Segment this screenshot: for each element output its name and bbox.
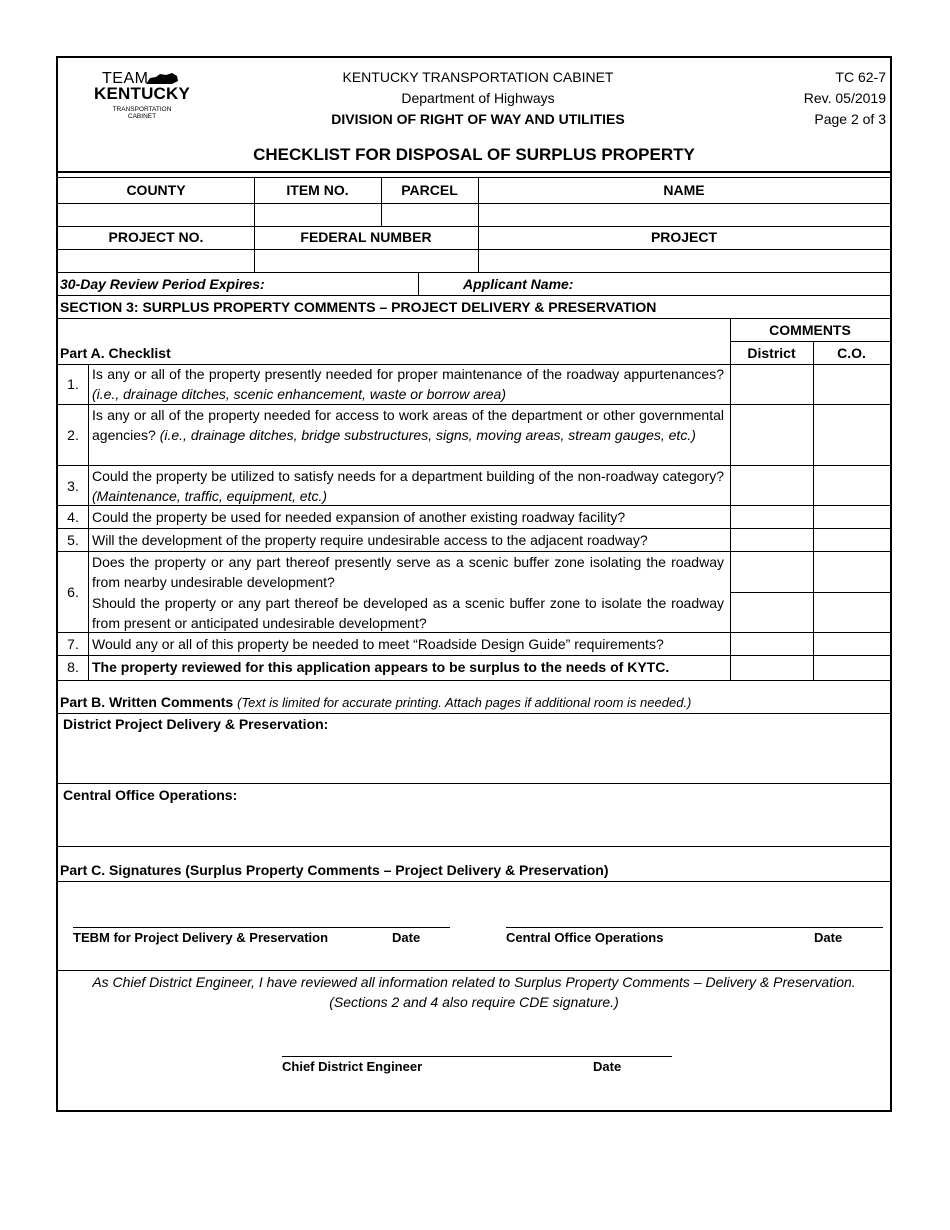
item-6a-co-comment[interactable] <box>814 552 890 592</box>
county-label: COUNTY <box>126 182 186 198</box>
item-7-district-comment[interactable] <box>731 633 813 655</box>
district-comments-field[interactable] <box>58 736 890 783</box>
item-5-district-comment[interactable] <box>731 529 813 551</box>
co-header: C.O. <box>837 345 866 361</box>
central-office-date-label: Date <box>814 930 843 945</box>
federal-number-field[interactable] <box>255 250 478 272</box>
review-expires-field[interactable] <box>274 273 417 295</box>
part-c-title: Part C. Signatures (Surplus Property Comments – Project Delivery & Preservation) <box>60 862 609 878</box>
item-5-text: Will the development of the property require undesirable access to the adjacent roadway? <box>92 532 648 548</box>
form-page <box>56 56 892 1112</box>
federal-number-label: FEDERAL NUMBER <box>300 229 432 245</box>
central-office-signature-label: Central Office Operations <box>506 930 664 945</box>
cde-statement: As Chief District Engineer, I have reviewed all information related to Surplus Property Comments – Delivery & Preservation. <box>92 974 856 990</box>
form-number: TC 62-7 <box>835 69 886 85</box>
tebm-date-label: Date <box>392 930 421 945</box>
review-expires-label: 30-Day Review Period Expires: <box>60 276 265 292</box>
item-1-district-comment[interactable] <box>731 365 813 404</box>
project-no-label: PROJECT NO. <box>108 229 204 245</box>
item-4-district-comment[interactable] <box>731 506 813 528</box>
item-8-text: The property reviewed for this application appears to be surplus to the needs of KYTC. <box>92 659 670 675</box>
part-a-title: Part A. Checklist <box>60 345 171 361</box>
department-name: Department of Highways <box>401 90 555 106</box>
name-field[interactable] <box>479 204 890 226</box>
item-3-text: Could the property be utilized to satisfy needs for a department building of the non-roadway category? (Maintenance, traffic, equipment, etc.) <box>92 468 724 504</box>
cde-date-label: Date <box>593 1059 622 1074</box>
division-name: DIVISION OF RIGHT OF WAY AND UTILITIES <box>331 111 625 127</box>
item-7-text: Would any or all of this property be needed to meet “Roadside Design Guide” requirements? <box>92 636 664 652</box>
item-8-co-comment[interactable] <box>814 656 890 680</box>
revision-date: Rev. 05/2019 <box>803 90 886 106</box>
item-5-number: 5. <box>67 532 79 548</box>
district-header: District <box>747 345 796 361</box>
item-8-number: 8. <box>67 659 79 675</box>
parcel-field[interactable] <box>382 204 478 226</box>
logo-kentucky-text: KENTUCKY <box>94 84 191 103</box>
comments-header: COMMENTS <box>769 322 851 338</box>
name-label: NAME <box>663 182 705 198</box>
item-3-district-comment[interactable] <box>731 466 813 505</box>
item-5-co-comment[interactable] <box>814 529 890 551</box>
part-b-heading: Part B. Written Comments (Text is limited for accurate printing. Attach pages if additional room is needed.) <box>60 694 692 710</box>
applicant-name-field[interactable] <box>586 273 890 295</box>
project-field[interactable] <box>479 250 890 272</box>
item-7-co-comment[interactable] <box>814 633 890 655</box>
item-6b-co-comment[interactable] <box>814 593 890 632</box>
item-6b-district-comment[interactable] <box>731 593 813 632</box>
item-no-label: ITEM NO. <box>286 182 349 198</box>
item-6-text-b: Should the property or any part thereof be developed as a scenic buffer zone to isolate the roadway from present or anticipated undesirable development? <box>92 595 724 631</box>
item-4-co-comment[interactable] <box>814 506 890 528</box>
form-title: CHECKLIST FOR DISPOSAL OF SURPLUS PROPERTY <box>253 145 695 164</box>
page-number: Page 2 of 3 <box>814 111 886 127</box>
cde-signature-label: Chief District Engineer <box>282 1059 423 1074</box>
item-1-text: Is any or all of the property presently needed for proper maintenance of the roadway appurtenances? (i.e., drainage ditches, scenic enhancement, waste or borrow area) <box>92 366 724 402</box>
item-2-number: 2. <box>67 427 79 443</box>
item-6-number: 6. <box>67 584 79 600</box>
project-no-field[interactable] <box>58 250 254 272</box>
item-6-text-a: Does the property or any part thereof presently serve as a scenic buffer zone isolating the roadway from nearby undesirable development? <box>92 554 724 590</box>
tebm-signature-label: TEBM for Project Delivery & Preservation <box>73 930 329 945</box>
parcel-label: PARCEL <box>401 182 458 198</box>
applicant-name-label: Applicant Name: <box>463 276 574 292</box>
central-office-comments-label: Central Office Operations: <box>63 787 238 803</box>
item-2-text: Is any or all of the property needed for access to work areas of the department or other governmental agencies? (i.e., drainage ditches, bridge substructures, signs, moving areas, stream gauges, etc.) <box>92 407 724 443</box>
item-1-co-comment[interactable] <box>814 365 890 404</box>
item-1-number: 1. <box>67 376 79 392</box>
item-3-co-comment[interactable] <box>814 466 890 505</box>
project-label: PROJECT <box>650 229 718 245</box>
item-no-field[interactable] <box>255 204 381 226</box>
item-7-number: 7. <box>67 636 79 652</box>
county-field[interactable] <box>58 204 254 226</box>
section-title: SECTION 3: SURPLUS PROPERTY COMMENTS – PROJECT DELIVERY & PRESERVATION <box>60 299 657 315</box>
kentucky-logo <box>58 58 228 128</box>
item-4-number: 4. <box>67 509 79 525</box>
item-2-district-comment[interactable] <box>731 405 813 465</box>
logo-team-text: TEAM <box>102 70 149 87</box>
item-2-co-comment[interactable] <box>814 405 890 465</box>
logo-cabinet-text: TRANSPORTATION CABINET <box>112 106 172 120</box>
item-4-text: Could the property be used for needed expansion of another existing roadway facility? <box>92 509 626 525</box>
item-8-district-comment[interactable] <box>731 656 813 680</box>
district-comments-label: District Project Delivery & Preservation: <box>63 716 329 732</box>
central-office-comments-field[interactable] <box>58 807 890 846</box>
item-3-number: 3. <box>67 478 79 494</box>
agency-name: KENTUCKY TRANSPORTATION CABINET <box>342 69 614 85</box>
item-6a-district-comment[interactable] <box>731 552 813 592</box>
cde-note: (Sections 2 and 4 also require CDE signature.) <box>329 994 619 1010</box>
